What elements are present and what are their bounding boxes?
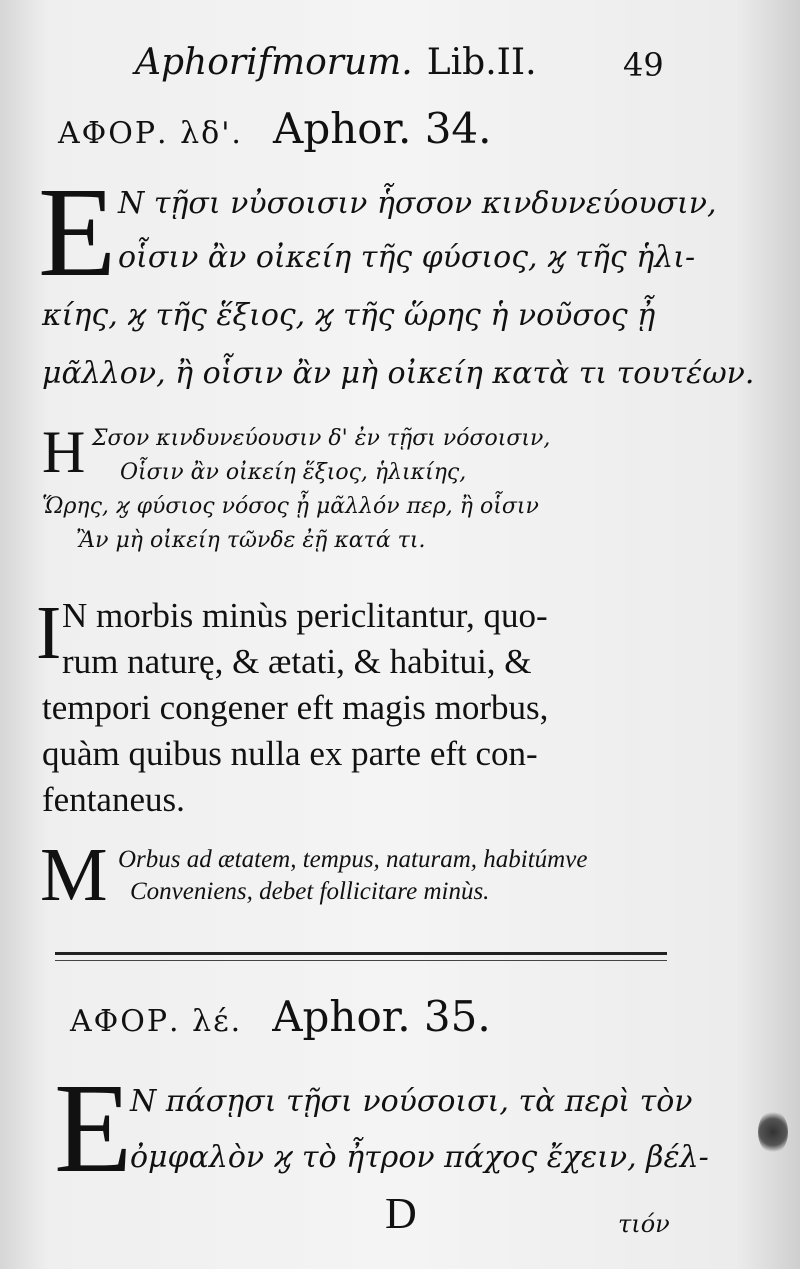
signature-mark: D bbox=[385, 1189, 417, 1238]
greek-35-line-2: ὀμφαλὸν ϗ τὸ ἦτρον πάχος ἔχειν, βέλ- bbox=[130, 1140, 709, 1175]
latin-line-5: fentaneus. bbox=[42, 780, 185, 819]
verse-line-4: Ἂν μὴ οἰκείη τῶνδε ἐῇ κατά τι. bbox=[76, 528, 426, 553]
latin-label-35: Aphor. 35. bbox=[272, 992, 491, 1041]
running-title: Aphorifmorum. bbox=[135, 42, 413, 83]
latin-label: Aphor. 34. bbox=[272, 104, 492, 153]
aphorism-34-heading bbox=[58, 104, 492, 153]
running-header bbox=[135, 42, 537, 83]
aphorism-35-heading bbox=[70, 992, 491, 1041]
greek-line-4: μᾶλλον, ἢ οἷσιν ἂν μὴ οἰκείη κατὰ τι τουτέων. bbox=[42, 356, 755, 391]
greek-label-35: ΑΦΟΡ. λέ. bbox=[70, 1004, 243, 1039]
latin-verse-drop-cap: M bbox=[40, 833, 108, 917]
verse-line-2: Οἷσιν ἂν οἰκείη ἕξιος, ἡλικίης, bbox=[120, 460, 467, 485]
greek-drop-cap: E bbox=[38, 161, 117, 303]
verse-line-1: Σσον κινδυνεύουσιν δ' ἐν τῇσι νόσοισιν, bbox=[92, 426, 551, 451]
greek-label: ΑΦΟΡ. λδ'. bbox=[58, 116, 243, 151]
greek-line-1: Ν τῇσι νὐσοισιν ἧσσον κινδυνεύουσιν, bbox=[118, 186, 717, 221]
greek-35-line-1: Ν πάσῃσι τῇσι νούσοισι, τὰ περὶ τὸν bbox=[130, 1084, 693, 1119]
catchword: τιόν bbox=[618, 1210, 670, 1238]
latin-line-1: N morbis minùs periclitantur, quo- bbox=[62, 596, 548, 635]
latin-verse-line-1: Orbus ad ætatem, tempus, naturam, habitúmve bbox=[118, 846, 588, 873]
latin-verse-line-2: Conveniens, debet follicitare minùs. bbox=[130, 878, 490, 905]
latin-line-3: tempori congener eft magis morbus, bbox=[42, 688, 549, 727]
greek-line-2: οἷσιν ἂν οἰκείη τῆς φύσιος, ϗ τῆς ἡλι- bbox=[118, 240, 696, 275]
greek-line-3: κίης, ϗ τῆς ἕξιος, ϗ τῆς ὥρης ἡ νοῦσος ᾖ bbox=[42, 298, 656, 333]
page-number: 49 bbox=[623, 46, 664, 84]
latin-line-4: quàm quibus nulla ex parte eft con- bbox=[42, 734, 538, 773]
greek-drop-cap-35: E bbox=[54, 1057, 133, 1199]
latin-line-2: rum naturę, & ætati, & habitui, & bbox=[62, 642, 532, 681]
latin-drop-cap: I bbox=[36, 591, 62, 675]
section-rule-thin bbox=[55, 960, 667, 961]
verse-line-3: Ὥρης, ϗ φύσιος νόσος ᾖ μᾶλλόν περ, ἢ οἷσιν bbox=[42, 494, 539, 519]
ink-stain bbox=[758, 1110, 788, 1154]
book-number: Lib.II. bbox=[426, 42, 537, 83]
verse-drop-cap: H bbox=[42, 419, 86, 485]
section-rule bbox=[55, 952, 667, 955]
